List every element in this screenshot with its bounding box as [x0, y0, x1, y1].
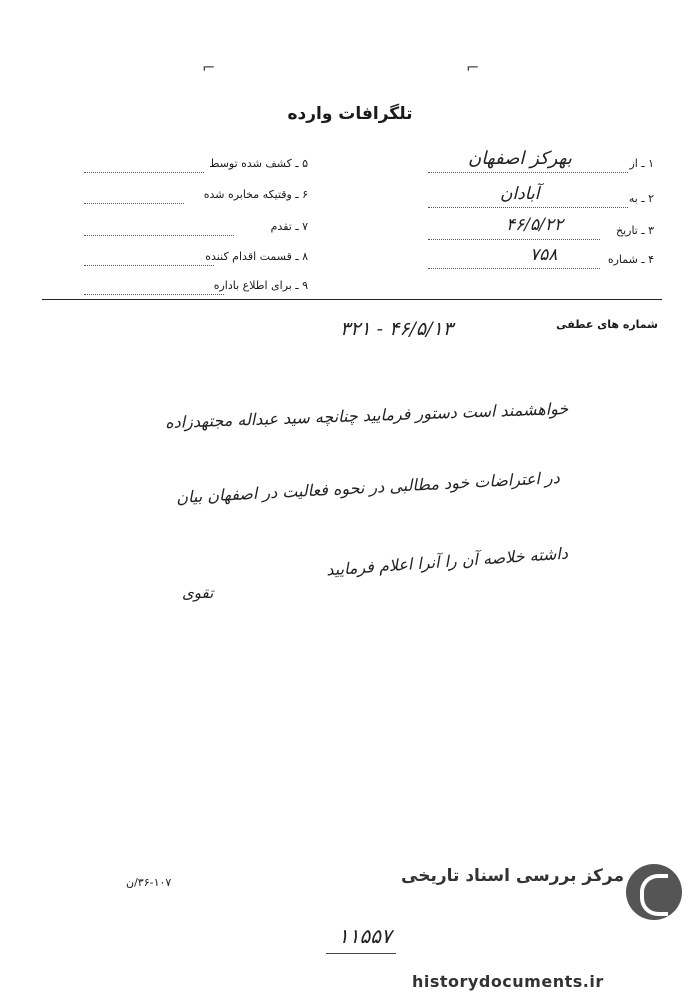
body-line-3: داشته خلاصه آن را آنرا اعلام فرمایید — [325, 543, 569, 580]
form-title: تلگرافات وارده — [287, 104, 413, 124]
field-number-line — [428, 268, 600, 269]
field-date-value: ۴۶/۵/۲۲ — [506, 215, 564, 235]
field-priority-label: ۷ ـ تقدم — [270, 220, 308, 233]
field-decoded-by-line — [84, 172, 204, 173]
field-priority-line — [84, 235, 234, 236]
field-transmitted-line — [84, 203, 184, 204]
document-number-underline — [326, 953, 396, 954]
field-decoded-by-label: ۵ ـ کشف شده توسط — [209, 157, 308, 170]
body-line-2: در اعتراضات خود مطالبی در نحوه فعالیت در اصفهان بیان — [175, 467, 561, 508]
field-action-dept-label: ۸ ـ قسمت اقدام کننده — [205, 250, 308, 263]
field-to-value: آبادان — [500, 184, 540, 204]
field-number-label: ۴ ـ شماره — [607, 253, 654, 266]
archive-ref-value: ۳۲۱ - ۴۶/۵/۱۳ — [340, 318, 453, 340]
field-from-label: ۱ ـ از — [629, 157, 654, 170]
field-number-value: ۷۵۸ — [530, 245, 558, 265]
signature: تقوی — [182, 584, 214, 602]
body-line-1: خواهشمند است دستور فرمایید چنانچه سید عبداله مجتهدزاده — [164, 398, 569, 433]
document-number: ۱۱۵۵۷ — [338, 924, 392, 948]
header-divider — [42, 299, 662, 300]
archive-ref-label: شماره های عطفی — [556, 318, 658, 331]
field-inform-dept-label: ۹ ـ برای اطلاع باداره — [213, 279, 308, 292]
form-code: ۳۶-۱۰۷/ن — [126, 876, 172, 889]
field-to-line — [428, 207, 628, 208]
watermark-url: historydocuments.ir — [412, 972, 604, 991]
field-transmitted-label: ۶ ـ وقتیکه مخابره شده — [203, 188, 308, 201]
field-date-line — [428, 239, 600, 240]
watermark-title: مرکز بررسی اسناد تاریخی — [401, 866, 624, 886]
field-from-value: بهرکز اصفهان — [468, 148, 572, 169]
field-action-dept-line — [84, 265, 214, 266]
field-to-label: ۲ ـ به — [628, 192, 654, 205]
field-from-line — [428, 172, 628, 173]
corner-mark-left: ⌐ — [202, 58, 216, 77]
corner-mark-right: ⌐ — [466, 58, 480, 77]
field-inform-dept-line — [84, 294, 224, 295]
archive-logo-icon — [626, 864, 682, 920]
field-date-label: ۳ ـ تاریخ — [615, 224, 654, 237]
